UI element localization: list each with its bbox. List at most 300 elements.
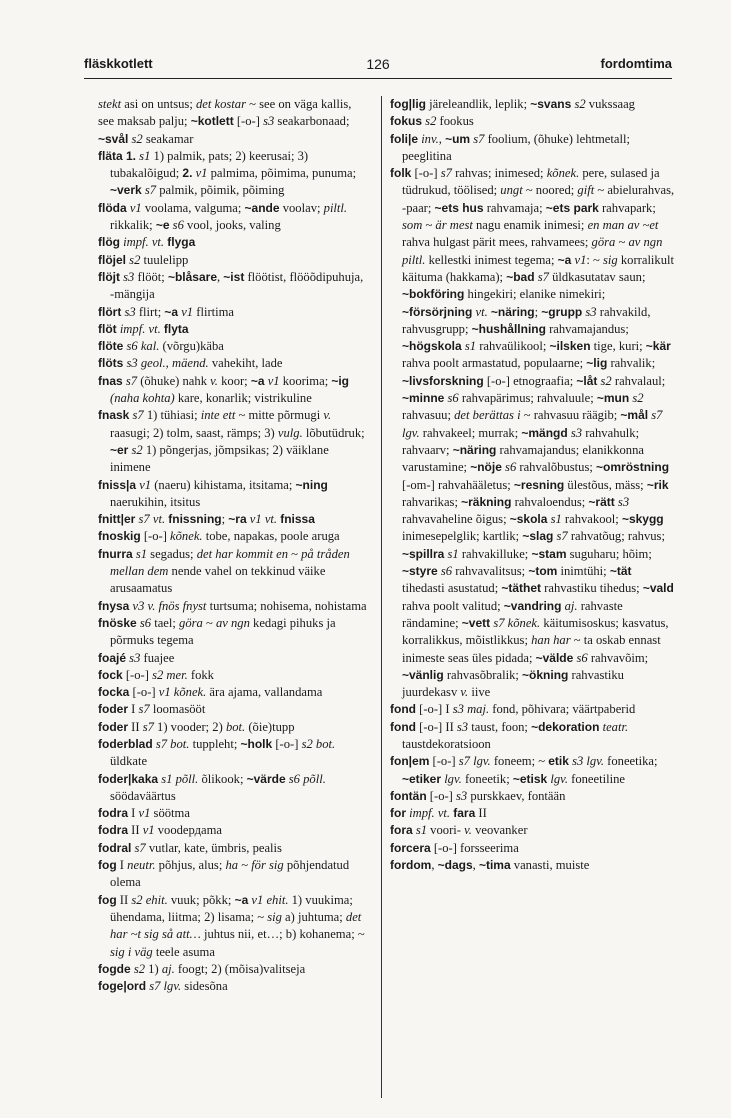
definition-text: 1) palmik, pats; 2) keerusai; 3) tubakalõigud;: [110, 148, 309, 181]
grammar-label: v1: [142, 823, 155, 838]
definition-text: korralikult käituma (hakkama);: [402, 252, 675, 284]
dictionary-entry: [98, 321, 370, 338]
grammar-label: s7: [440, 166, 452, 181]
grammar-label: det berättas i: [454, 408, 521, 423]
headword: fogde: [98, 961, 131, 976]
headword: ~rätt: [588, 494, 615, 509]
grammar-label: s7 lgv.: [458, 754, 491, 769]
headword: fond: [390, 719, 416, 734]
grammar-label: impf. vt.: [119, 321, 161, 336]
headword: ~livsforskning: [402, 373, 484, 388]
dictionary-entry: [98, 96, 370, 148]
dictionary-entry: [98, 598, 370, 615]
definition-text: rahvavaheline õigus;: [402, 512, 510, 527]
definition-text: vukssaag: [585, 97, 635, 111]
grammar-label: s7: [134, 840, 146, 855]
definition-text: rahvalaul;: [611, 373, 666, 388]
headword: fnissa: [280, 512, 315, 527]
headword: ~minne: [402, 391, 445, 406]
definition-text: voodердama: [154, 823, 223, 838]
dictionary-entry: [98, 701, 370, 718]
definition-text: vuuk; põkk;: [167, 892, 235, 907]
grammar-label: v.: [323, 408, 332, 423]
definition-text: koorima;: [279, 373, 332, 388]
definition-text: ,: [438, 131, 446, 146]
grammar-label: v3 v. fnös fnyst: [132, 598, 207, 613]
headword: fläta 1.: [98, 148, 137, 163]
grammar-label: han har: [531, 633, 571, 648]
definition-text: 1): [145, 961, 162, 976]
grammar-label: s3: [585, 304, 597, 319]
definition-text: koor;: [217, 373, 251, 388]
headword: fodra: [98, 806, 128, 821]
dictionary-entry: [98, 857, 370, 892]
headword: fock: [98, 667, 123, 682]
headword: flöt: [98, 321, 117, 336]
headword: ~ig: [331, 373, 350, 388]
definition-text: ära ajama, vallandama: [206, 685, 323, 700]
definition-text: nagu enamik inimesi;: [472, 218, 588, 233]
definition-text: rahva poolt armastatud, populaarne;: [402, 356, 587, 371]
definition-text: [-om-] rahvahääletus;: [402, 477, 514, 492]
headword: ~mängd: [521, 425, 568, 440]
dictionary-entry: [390, 857, 676, 874]
grammar-label: s7: [138, 702, 150, 717]
headword: ~styre: [402, 564, 438, 579]
grammar-label: s1: [447, 546, 459, 561]
definition-text: [-o-]: [233, 114, 264, 129]
definition-text: a) juhtuma;: [281, 909, 346, 924]
headword: flöjt: [98, 269, 120, 284]
definition-text: vahekiht, lade: [208, 356, 283, 371]
definition-text: segadus;: [147, 546, 197, 561]
grammar-label: för sig: [251, 858, 284, 873]
headword: ~tima: [478, 858, 511, 873]
headword: ~bokföring: [402, 287, 465, 302]
grammar-label: ha: [225, 858, 239, 873]
headword: ~dekoration: [531, 719, 600, 734]
grammar-label: v1 kõnek.: [158, 685, 207, 700]
grammar-label: s2 ehit.: [131, 892, 168, 907]
grammar-label: kõnek.: [170, 529, 203, 544]
grammar-label: (naha kohta): [110, 391, 175, 406]
definition-text: põhjendatud olema: [110, 858, 350, 890]
definition-text: foogt; 2) (mõisa)valitseja: [174, 961, 306, 976]
definition-text: õlikook;: [198, 771, 247, 786]
grammar-label: s3 maj.: [452, 702, 490, 717]
grammar-label: lgv.: [550, 771, 568, 786]
grammar-label: det har ~t sig så att…: [110, 909, 362, 942]
definition-text: ~: [422, 218, 436, 233]
grammar-label: v1: [181, 304, 194, 319]
headword: ~skygg: [621, 512, 664, 527]
headword: ~vandring: [503, 598, 562, 613]
grammar-label: s6: [505, 460, 517, 475]
grammar-label: s2: [425, 114, 437, 129]
grammar-label: av ngn: [215, 615, 250, 630]
headword: ~bad: [506, 269, 535, 284]
definition-text: tobe, napakas, poole aruga: [202, 529, 340, 544]
definition-text: foolium, (õhuke) lehtmetall; peeglitina: [402, 131, 630, 163]
grammar-label: s1: [139, 148, 151, 163]
headword: fokus: [390, 114, 423, 129]
grammar-label: s7: [132, 408, 144, 423]
headword: 2.: [182, 166, 193, 181]
headword: ~tom: [528, 564, 558, 579]
dictionary-entry: [98, 234, 370, 251]
grammar-label: s2: [632, 391, 644, 406]
headword: ~ning: [295, 477, 328, 492]
headword: flyta: [163, 321, 189, 336]
grammar-label: s6: [172, 218, 184, 233]
definition-text: rahvakilluke;: [458, 546, 532, 561]
definition-text: ~ ta oskab ennast inimeste seas üles pidada;: [402, 633, 661, 665]
definition-text: nende vahel on tekkinud väike arusaamatus: [110, 564, 326, 596]
definition-text: ,: [217, 269, 224, 284]
definition-text: inimesepelglik; kartlik;: [402, 529, 523, 544]
dictionary-entry: [98, 148, 370, 200]
headword: ~skola: [509, 512, 548, 527]
dictionary-entry: [390, 96, 676, 113]
definition-text: seakamar: [142, 131, 194, 146]
grammar-label: inv.: [421, 131, 439, 146]
definition-text: ~ noored;: [522, 183, 578, 198]
headword: fnöske: [98, 615, 137, 630]
dictionary-entry: [98, 978, 370, 995]
dictionary-entry: [98, 407, 370, 476]
definition-text: ülestõus, mäss;: [564, 477, 647, 492]
headword: ~ets hus: [434, 200, 484, 215]
grammar-label: s3: [124, 304, 136, 319]
grammar-label: s3 lgv.: [572, 754, 605, 769]
definition-text: tael;: [151, 615, 180, 630]
grammar-label: sig i väg: [110, 944, 153, 959]
headword: fog: [98, 892, 117, 907]
dictionary-entry: [390, 822, 676, 839]
definition-text: inimtühi;: [557, 564, 610, 579]
headword: ~a: [234, 892, 249, 907]
grammar-label: vt.: [475, 304, 488, 319]
dictionary-entry: [98, 892, 370, 961]
definition-text: rahva poolt valitud;: [402, 598, 504, 613]
grammar-label: stekt: [98, 97, 122, 111]
definition-text: ~ mitte põrmugi: [235, 408, 324, 423]
definition-text: üldkate: [110, 754, 148, 769]
definition-text: [-o-]: [140, 529, 171, 544]
headword: folk: [390, 166, 412, 181]
grammar-label: s2: [129, 252, 141, 267]
grammar-label: göra: [591, 235, 616, 250]
grammar-label: s2: [574, 97, 586, 111]
headword: ~räkning: [461, 494, 512, 509]
definition-text: fuajee: [140, 650, 175, 665]
definition-text: seakarbonaad;: [274, 114, 350, 129]
grammar-label: impf. vt.: [123, 235, 165, 250]
headword: ~slag: [522, 529, 554, 544]
definition-text: rahvasuu;: [402, 408, 455, 423]
definition-text: [-o-]: [129, 685, 159, 700]
definition-text: sidesõna: [181, 979, 228, 994]
grammar-label: s3: [123, 269, 135, 284]
definition-text: fookus: [436, 114, 474, 129]
definition-text: flööt;: [134, 269, 168, 284]
dictionary-entry: [390, 788, 676, 805]
definition-text: [-o-] etnograafia;: [483, 373, 577, 388]
definition-text: II: [475, 806, 487, 821]
definition-text: söötma: [150, 806, 190, 821]
definition-text: pere, sulased ja tüdrukud, töölised;: [402, 166, 660, 198]
definition-text: [-o-]: [122, 667, 153, 682]
definition-text: tihedasti asustatud;: [402, 581, 502, 596]
definition-text: [-o-]: [426, 788, 457, 803]
grammar-label: lgv.: [444, 771, 462, 786]
headword: ~välde: [535, 650, 574, 665]
definition-text: hingekiri; elanike nimekiri;: [464, 287, 606, 302]
headword: fontän: [390, 788, 427, 803]
grammar-label: v1 vt.: [249, 512, 278, 527]
definition-text: rahvalõbustus;: [516, 460, 597, 475]
headword: fnissning: [168, 512, 222, 527]
grammar-label: s3: [129, 650, 141, 665]
dictionary-entry: [390, 719, 676, 754]
page-number: 126: [366, 56, 390, 72]
definition-text: tige, kuri;: [590, 339, 646, 354]
definition-text: rahvastiku tihedus;: [541, 581, 643, 596]
dictionary-entry: [98, 355, 370, 372]
headword: ~spillra: [402, 546, 445, 561]
dictionary-entry: [98, 650, 370, 667]
grammar-label: sig: [267, 909, 282, 924]
definition-text: flöötist, flööõdipuhuja, -mängija: [110, 269, 364, 302]
headword: ~högskola: [402, 339, 462, 354]
grammar-label: neutr.: [127, 858, 156, 873]
grammar-label: s7 lgv.: [402, 408, 663, 440]
grammar-label: s7: [473, 131, 485, 146]
definition-text: rahvakild, rahvusgrupp;: [402, 304, 651, 336]
definition-text: rahvamajandus;: [545, 321, 629, 336]
grammar-label: ungt: [500, 183, 523, 198]
grammar-label: s7 bot.: [155, 736, 190, 751]
definition-text: [-o-] I: [416, 702, 453, 717]
grammar-label: s6: [440, 564, 453, 579]
headword: fon|em: [390, 754, 430, 769]
headword: ~mål: [620, 408, 649, 423]
definition-text: foneetika;: [604, 754, 658, 769]
dictionary-entry: [390, 131, 676, 166]
dictionary-entry: [390, 113, 676, 130]
definition-text: vutlar, kate, ümbris, pealis: [145, 840, 282, 855]
headword: fog: [98, 858, 117, 873]
headword: fodra: [98, 823, 128, 838]
dictionary-entry: [390, 165, 676, 701]
definition-text: rahvamaja;: [483, 200, 546, 215]
definition-text: rikkalik;: [110, 218, 156, 233]
headword: ~ökning: [522, 667, 569, 682]
headword: ~stam: [531, 546, 567, 561]
headword: for: [390, 806, 406, 821]
grammar-label: teatr.: [602, 719, 629, 734]
headword: fond: [390, 702, 416, 717]
grammar-label: s2 mer.: [152, 667, 188, 682]
headword: ~kär: [645, 339, 671, 354]
page-header: [84, 52, 672, 76]
dictionary-entry: [98, 477, 370, 512]
definition-text: teele asuma: [152, 944, 215, 959]
definition-text: voori-: [427, 823, 465, 838]
definition-text: turtsuma; nohisema, nohistama: [206, 598, 367, 613]
grammar-label: piltl.: [323, 200, 348, 215]
headword: flört: [98, 304, 122, 319]
definition-text: rahvahulk; rahvaarv;: [402, 425, 640, 457]
definition-text: rahvakool;: [561, 512, 622, 527]
definition-text: lõbutüdruk;: [302, 425, 365, 440]
definition-text: raasugi; 2) tolm, saast, rämps; 3): [110, 425, 278, 440]
headword: forcera: [390, 840, 431, 855]
grammar-label: v1: [129, 200, 142, 215]
headword: ~svans: [530, 97, 572, 111]
dictionary-entry: [98, 961, 370, 978]
headword: foderblad: [98, 736, 153, 751]
definition-text: kellestki inimest tegema;: [425, 252, 558, 267]
headword: fora: [390, 823, 413, 838]
definition-text: [-o-]: [429, 754, 459, 769]
grammar-label: vulg.: [277, 425, 303, 440]
headword: ~ist: [223, 269, 245, 284]
grammar-label: gift: [577, 183, 595, 198]
definition-text: ~ rahvasuu räägib;: [520, 408, 621, 423]
headword: flöda: [98, 200, 127, 215]
headword: ~ra: [228, 512, 247, 527]
grammar-label: en man av ~et: [587, 218, 659, 233]
definition-text: veovanker: [471, 823, 528, 838]
headword: fnysa: [98, 598, 130, 613]
grammar-label: v.: [464, 823, 472, 838]
definition-text: ~ see on väga kallis, see maksab palju;: [98, 97, 352, 129]
grammar-label: s7: [537, 269, 549, 284]
grammar-label: det kostar: [195, 97, 246, 111]
definition-text: flirtima: [193, 304, 235, 319]
definition-text: I: [116, 858, 128, 873]
grammar-label: s6: [139, 615, 152, 630]
definition-text: II: [128, 719, 143, 734]
dictionary-entry: [98, 805, 370, 822]
definition-text: suguharu; hõim;: [566, 546, 652, 561]
grammar-label: s7: [144, 183, 157, 198]
right-column: [390, 96, 676, 874]
definition-text: rahvatõug; rahvus;: [567, 529, 665, 544]
grammar-label: v1: [574, 252, 587, 267]
headword: fnitt|er: [98, 512, 136, 527]
headword: ~omröstning: [596, 460, 670, 475]
definition-text: (naeru) kihistama, itsitama;: [151, 477, 296, 492]
definition-text: rahvavalitsus;: [452, 564, 529, 579]
headword: foder: [98, 719, 128, 734]
grammar-label: s2: [131, 131, 143, 146]
definition-text: flirt;: [135, 304, 165, 319]
definition-text: iive: [468, 685, 491, 700]
definition-text: I: [128, 806, 139, 821]
definition-text: ~: [202, 615, 216, 630]
definition-text: ;: [221, 512, 229, 527]
definition-text: purskkaev, fontään: [467, 788, 566, 803]
definition-text: ;: [534, 304, 542, 319]
definition-text: palmima, põimima, punuma;: [207, 166, 357, 181]
headword: flyga: [167, 235, 196, 250]
definition-text: (õie)tupp: [245, 719, 295, 734]
headword: ~tät: [609, 564, 632, 579]
headword: ~dags: [437, 858, 473, 873]
grammar-label: v1: [138, 806, 151, 821]
headword: foajé: [98, 650, 127, 665]
definition-text: [-o-]: [272, 736, 302, 751]
headword: ~kotlett: [190, 114, 234, 129]
headword: ~rik: [646, 477, 669, 492]
headword: ~holk: [240, 736, 273, 751]
grammar-label: s3 geol., mäend.: [126, 356, 209, 371]
headword: ~a: [557, 252, 572, 267]
grammar-label: s3: [617, 494, 630, 509]
headword: ~låt: [576, 373, 598, 388]
definition-text: fond, põhivara; väärtpaberid: [489, 702, 636, 717]
headword: ~svål: [98, 131, 129, 146]
dictionary-entry: [390, 753, 676, 788]
headword: ~vett: [461, 615, 491, 630]
grammar-label: v1 ehit.: [251, 892, 289, 907]
header-first-word: fläskkotlett: [84, 56, 153, 71]
dictionary-entry: [98, 304, 370, 321]
definition-text: rahvas; inimesed;: [451, 166, 547, 181]
definition-text: ~ abielurahvas, -paar;: [402, 183, 675, 215]
dictionary-entry: [98, 546, 370, 598]
definition-text: vool, jooks, valing: [183, 218, 281, 233]
definition-text: kedagi pihuks ja põrmuks tegema: [110, 615, 336, 648]
header-rule: [84, 78, 672, 79]
grammar-label: som: [402, 218, 423, 233]
headword: ~etisk: [512, 771, 548, 786]
definition-text: rahvapark;: [598, 200, 656, 215]
headword: foli|e: [390, 131, 419, 146]
left-column: [98, 96, 370, 995]
headword: ~resning: [513, 477, 565, 492]
grammar-label: s7: [125, 373, 138, 388]
grammar-label: s1: [550, 512, 562, 527]
dictionary-entry: [98, 719, 370, 736]
headword: foder|kaka: [98, 771, 159, 786]
grammar-label: v1: [267, 373, 280, 388]
headword: focka: [98, 685, 130, 700]
grammar-label: impf. vt.: [409, 806, 451, 821]
definition-text: asi on untsus;: [121, 97, 196, 111]
headword: ~verk: [110, 183, 142, 198]
headword: ~näring: [452, 442, 497, 457]
headword: ~hushållning: [471, 321, 546, 336]
definition-text: ~: [288, 546, 302, 561]
definition-text: ~: [238, 858, 252, 873]
grammar-label: på tråden mellan dem: [110, 546, 350, 579]
grammar-label: s6 põll.: [288, 771, 326, 786]
grammar-label: v.: [460, 685, 469, 700]
definition-text: taustdekoratsioon: [402, 736, 491, 751]
dictionary-entry: [98, 667, 370, 684]
definition-text: 1) põngerjas, jõmpsikas; 2) väiklane inimene: [110, 442, 329, 475]
headword: ~grupp: [541, 304, 583, 319]
definition-text: voolama, valguma;: [141, 200, 245, 215]
definition-text: järeleandlik, leplik;: [426, 97, 531, 111]
headword: flöjel: [98, 252, 127, 267]
grammar-label: sig: [603, 252, 618, 267]
headword: ~e: [155, 218, 170, 233]
dictionary-entry: [98, 269, 370, 304]
